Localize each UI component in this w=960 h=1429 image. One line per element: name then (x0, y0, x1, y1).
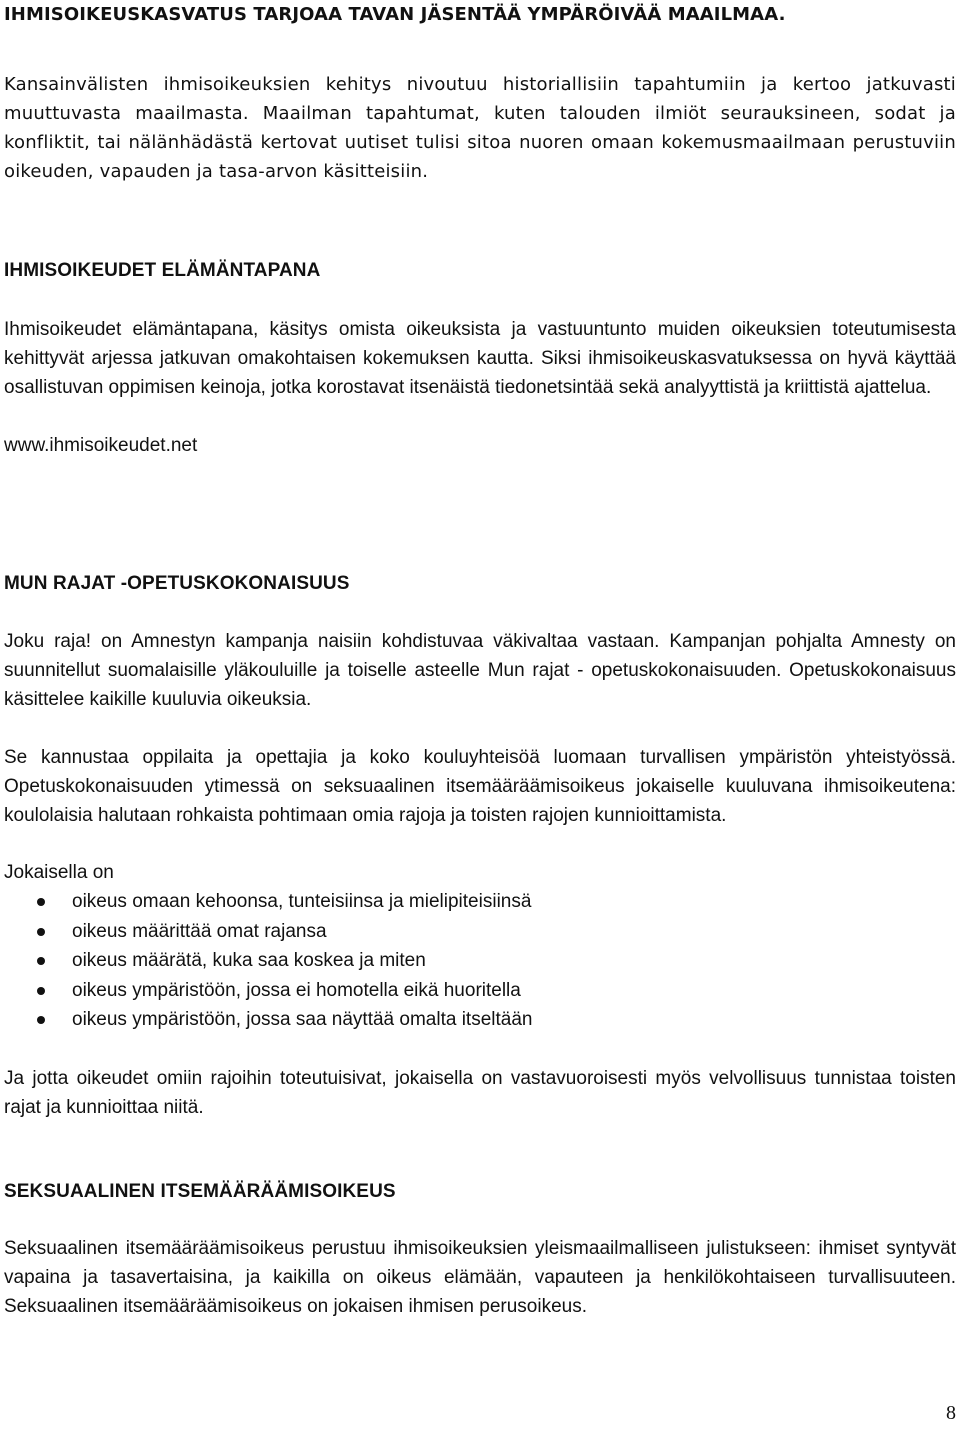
closing-paragraph: Ja jotta oikeudet omiin rajoihin toteutuisivat, jokaisella on vastavuoroisesti myös velvollisuus tunnistaa toisten rajat ja kunnioittaa niitä. (4, 1067, 956, 1118)
lifestyle-section (4, 256, 956, 460)
list-item-text: oikeus ympäristöön, jossa saa näyttää omalta itseltään (72, 1009, 533, 1030)
list-item-text: oikeus määrätä, kuka saa koskea ja miten (72, 950, 426, 971)
intro-section (4, 0, 956, 186)
bullet-icon (37, 957, 45, 965)
list-item (4, 946, 956, 976)
website-link[interactable]: www.ihmisoikeudet.net (4, 435, 198, 456)
bullet-icon (37, 1016, 45, 1024)
list-item-text: oikeus omaan kehoonsa, tunteisiinsa ja mielipiteisiinsä (72, 891, 532, 912)
list-item (4, 887, 956, 917)
list-item (4, 976, 956, 1006)
rights-list (4, 887, 956, 1035)
self-determination-paragraph: Seksuaalinen itsemääräämisoikeus perustuu ihmisoikeuksien yleismaailmalliseen julistukseen: ihmiset syntyvät vapaina ja tasavertaisina, ja kaikilla on oikeus elämään, vapauteen ja henkilökohtaiseen turvallisuuteen. Seksuaalinen itsemääräämisoikeus on jokaisen ihmisen perusoikeus. (4, 1238, 956, 1317)
list-item (4, 1005, 956, 1035)
self-determination-heading: SEKSUAALINEN ITSEMÄÄRÄÄMISOIKEUS (4, 1181, 396, 1202)
intro-heading: IHMISOIKEUSKASVATUS TARJOAA TAVAN JÄSENTÄÄ YMPÄRÖIVÄÄ MAAILMAA. (4, 4, 786, 25)
bullet-icon (37, 987, 45, 995)
mun-rajat-heading: MUN RAJAT -OPETUSKOKONAISUUS (4, 573, 350, 594)
list-item (4, 917, 956, 947)
lifestyle-heading: IHMISOIKEUDET ELÄMÄNTAPANA (4, 260, 321, 281)
mun-rajat-paragraph-2: Se kannustaa oppilaita ja opettajia ja koko kouluyhteisöä luomaan turvallisen ympäristön yhteistyössä. Opetuskokonaisuuden ytimessä on seksuaalinen itsemääräämisoikeus jokaiselle kuuluvana ihmisoikeutena: koulolaisia halutaan rohkaista pohtimaan omia rajoja ja toisten rajojen kunnioittamista. (4, 747, 956, 826)
bullet-icon (37, 898, 45, 906)
mun-rajat-paragraph-1: Joku raja! on Amnestyn kampanja naisiin kohdistuvaa väkivaltaa vastaan. Kampanjan pohjalta Amnesty on suunnitellut suomalaisille yläkouluille ja toiselle asteelle Mun rajat - opetuskokonaisuuden. Opetuskokonaisuus käsittelee kaikille kuuluvia oikeuksia. (4, 631, 956, 710)
list-item-text: oikeus ympäristöön, jossa ei homotella eikä huoritella (72, 979, 521, 1001)
lifestyle-paragraph: Ihmisoikeudet elämäntapana, käsitys omista oikeuksista ja vastuuntunto muiden oikeuksien toteutumisesta kehittyvät arjessa jatkuvan omakohtaisen kokemuksen kautta. Siksi ihmisoikeuskasvatuksessa on hyvä käyttää osallistuvan oppimisen keinoja, jotka korostavat itsenäistä tiedonetsintää sekä analyyttistä ja kriittistä ajattelua. (4, 319, 956, 398)
intro-paragraph: Kansainvälisten ihmisoikeuksien kehitys nivoutuu historiallisiin tapahtumiin ja kertoo jatkuvasti muuttuvasta maailmasta. Maailman tapahtumat, kuten talouden ilmiöt seurauksineen, sodat ja konfliktit, tai nälänhädästä kertovat uutiset tulisi sitoa nuoren omaan kokemusmaailmaan perustuviin oikeuden, vapauden ja tasa-arvon käsitteisiin. (4, 74, 956, 182)
page-number: 8 (946, 1402, 956, 1424)
rights-list-intro: Jokaisella on (4, 862, 114, 883)
mun-rajat-section (4, 569, 956, 1122)
list-item-text: oikeus määrittää omat rajansa (72, 920, 327, 942)
bullet-icon (37, 928, 45, 936)
self-determination-section (4, 1177, 956, 1321)
